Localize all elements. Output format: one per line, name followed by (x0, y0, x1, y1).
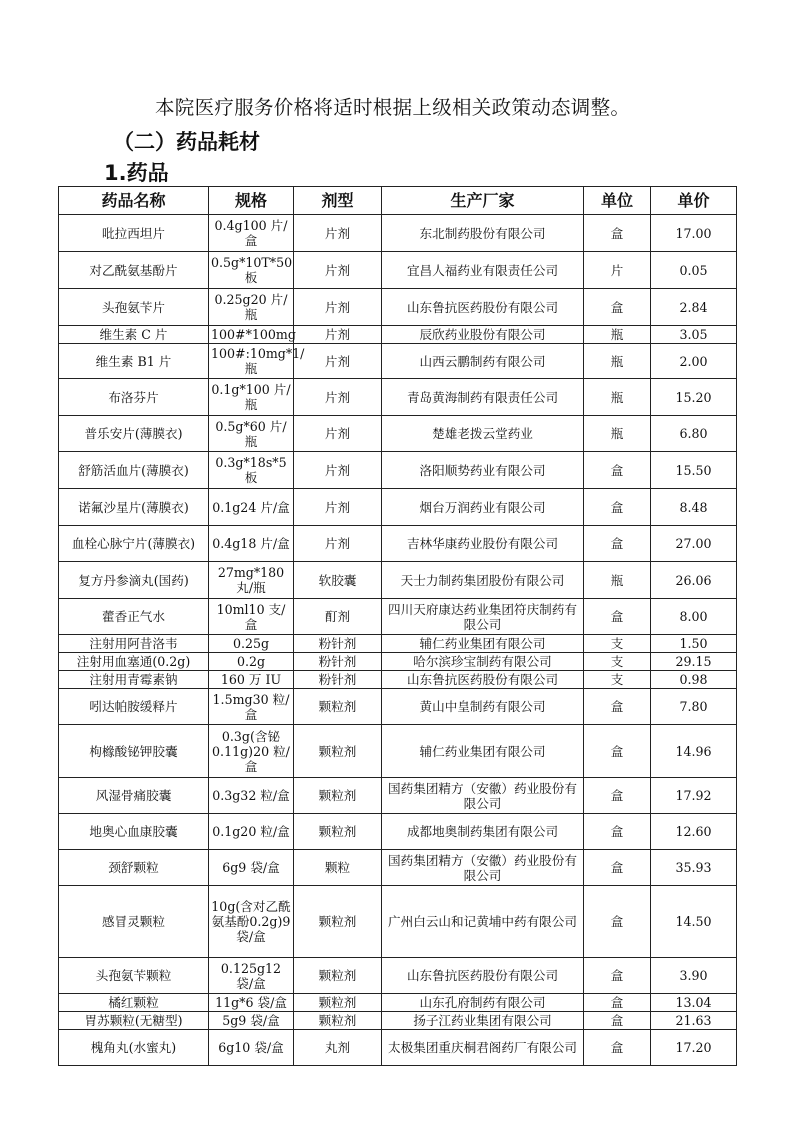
drug-unit: 盒 (584, 289, 651, 326)
drug-unit: 盒 (584, 526, 651, 562)
header-price: 单价 (651, 187, 737, 215)
drug-name: 注射用血塞通(0.2g) (59, 653, 209, 671)
drug-price: 29.15 (651, 653, 737, 671)
drug-price: 3.05 (651, 326, 737, 344)
drug-spec: 10g(含对乙酰氨基酚0.2g)9 袋/盒 (209, 886, 294, 958)
table-row (59, 599, 737, 635)
table-row (59, 344, 737, 379)
drug-dosage-form: 片剂 (294, 526, 382, 562)
drug-name: 注射用青霉素钠 (59, 671, 209, 689)
drug-dosage-form: 粉针剂 (294, 635, 382, 653)
table-row (59, 489, 737, 526)
drug-dosage-form: 片剂 (294, 252, 382, 289)
drug-manufacturer: 广州白云山和记黄埔中药有限公司 (382, 886, 584, 958)
drug-price: 1.50 (651, 635, 737, 653)
drug-name: 感冒灵颗粒 (59, 886, 209, 958)
drug-unit: 盒 (584, 215, 651, 252)
table-row (59, 689, 737, 725)
drug-price: 12.60 (651, 814, 737, 850)
drug-name: 吲达帕胺缓释片 (59, 689, 209, 725)
table-row (59, 452, 737, 489)
drug-dosage-form: 软胶囊 (294, 562, 382, 599)
drug-name: 血栓心脉宁片(薄膜衣) (59, 526, 209, 562)
drug-dosage-form: 片剂 (294, 326, 382, 344)
drug-price: 35.93 (651, 850, 737, 886)
drug-dosage-form: 颗粒剂 (294, 958, 382, 994)
drug-price-table (58, 186, 737, 1066)
drug-manufacturer: 东北制药股份有限公司 (382, 215, 584, 252)
drug-name: 橘红颗粒 (59, 994, 209, 1012)
drug-spec: 0.1g20 粒/盒 (209, 814, 294, 850)
drug-spec: 0.25g (209, 635, 294, 653)
drug-manufacturer: 天士力制药集团股份有限公司 (382, 562, 584, 599)
drug-unit: 瓶 (584, 379, 651, 416)
table-row (59, 1030, 737, 1066)
drug-spec: 0.2g (209, 653, 294, 671)
drug-manufacturer: 山东孔府制药有限公司 (382, 994, 584, 1012)
table-row (59, 215, 737, 252)
drug-name: 风湿骨痛胶囊 (59, 778, 209, 814)
drug-unit: 盒 (584, 452, 651, 489)
drug-unit: 盒 (584, 886, 651, 958)
drug-spec: 0.3g(含铋0.11g)20 粒/盒 (209, 725, 294, 778)
header-spec: 规格 (209, 187, 294, 215)
drug-price: 13.04 (651, 994, 737, 1012)
drug-price: 17.20 (651, 1030, 737, 1066)
drug-unit: 瓶 (584, 562, 651, 599)
table-header-row (59, 187, 737, 215)
drug-manufacturer: 青岛黄海制药有限责任公司 (382, 379, 584, 416)
drug-dosage-form: 颗粒剂 (294, 886, 382, 958)
drug-spec: 0.5g*60 片/瓶 (209, 416, 294, 452)
drug-manufacturer: 成都地奥制药集团有限公司 (382, 814, 584, 850)
drug-manufacturer: 山东鲁抗医药股份有限公司 (382, 289, 584, 326)
drug-dosage-form: 颗粒剂 (294, 725, 382, 778)
drug-name: 地奥心血康胶囊 (59, 814, 209, 850)
drug-name: 吡拉西坦片 (59, 215, 209, 252)
drug-dosage-form: 片剂 (294, 379, 382, 416)
drug-price: 8.48 (651, 489, 737, 526)
drug-dosage-form: 颗粒剂 (294, 814, 382, 850)
drug-dosage-form: 颗粒剂 (294, 1012, 382, 1030)
drug-price: 8.00 (651, 599, 737, 635)
drug-unit: 盒 (584, 489, 651, 526)
drug-dosage-form: 丸剂 (294, 1030, 382, 1066)
table-row (59, 379, 737, 416)
table-row (59, 850, 737, 886)
drug-manufacturer: 黄山中皇制药有限公司 (382, 689, 584, 725)
drug-manufacturer: 太极集团重庆桐君阁药厂有限公司 (382, 1030, 584, 1066)
drug-price: 21.63 (651, 1012, 737, 1030)
drug-unit: 盒 (584, 1012, 651, 1030)
drug-spec: 100#*100mg (209, 326, 294, 344)
drug-price: 2.84 (651, 289, 737, 326)
drug-name: 维生素 C 片 (59, 326, 209, 344)
table-row (59, 653, 737, 671)
table-row (59, 252, 737, 289)
table-row (59, 994, 737, 1012)
drug-name: 对乙酰氨基酚片 (59, 252, 209, 289)
drug-price: 15.20 (651, 379, 737, 416)
table-body (59, 215, 737, 1066)
drug-name: 头孢氨苄片 (59, 289, 209, 326)
table-row (59, 562, 737, 599)
drug-unit: 片 (584, 252, 651, 289)
drug-dosage-form: 颗粒 (294, 850, 382, 886)
drug-dosage-form: 颗粒剂 (294, 778, 382, 814)
drug-spec: 5g9 袋/盒 (209, 1012, 294, 1030)
drug-spec: 0.125g12 袋/盒 (209, 958, 294, 994)
header-dosage-form: 剂型 (294, 187, 382, 215)
drug-spec: 0.3g*18s*5板 (209, 452, 294, 489)
drug-dosage-form: 片剂 (294, 416, 382, 452)
drug-spec: 160 万 IU (209, 671, 294, 689)
drug-manufacturer: 哈尔滨珍宝制药有限公司 (382, 653, 584, 671)
intro-paragraph: 本院医疗服务价格将适时根据上级相关政策动态调整。 (155, 96, 631, 119)
drug-unit: 瓶 (584, 416, 651, 452)
drug-dosage-form: 颗粒剂 (294, 689, 382, 725)
drug-unit: 支 (584, 653, 651, 671)
drug-dosage-form: 片剂 (294, 215, 382, 252)
table-row (59, 635, 737, 653)
drug-spec: 0.5g*10T*50 板 (209, 252, 294, 289)
drug-manufacturer: 扬子江药业集团有限公司 (382, 1012, 584, 1030)
drug-price: 2.00 (651, 344, 737, 379)
drug-spec: 6g9 袋/盒 (209, 850, 294, 886)
table-row (59, 725, 737, 778)
drug-unit: 瓶 (584, 326, 651, 344)
header-drug-name: 药品名称 (59, 187, 209, 215)
table-row (59, 416, 737, 452)
subsection-heading: 1.药品 (104, 161, 169, 185)
drug-spec: 0.4g100 片/盒 (209, 215, 294, 252)
drug-dosage-form: 片剂 (294, 452, 382, 489)
table-row (59, 958, 737, 994)
drug-unit: 盒 (584, 599, 651, 635)
drug-price: 17.00 (651, 215, 737, 252)
drug-manufacturer: 宜昌人福药业有限责任公司 (382, 252, 584, 289)
drug-spec: 11g*6 袋/盒 (209, 994, 294, 1012)
drug-spec: 0.4g18 片/盒 (209, 526, 294, 562)
drug-manufacturer: 吉林华康药业股份有限公司 (382, 526, 584, 562)
drug-unit: 盒 (584, 689, 651, 725)
drug-unit: 盒 (584, 778, 651, 814)
drug-spec: 0.1g24 片/盒 (209, 489, 294, 526)
drug-name: 普乐安片(薄膜衣) (59, 416, 209, 452)
drug-unit: 盒 (584, 1030, 651, 1066)
drug-unit: 盒 (584, 725, 651, 778)
drug-price: 27.00 (651, 526, 737, 562)
drug-spec: 10ml10 支/盒 (209, 599, 294, 635)
drug-dosage-form: 片剂 (294, 344, 382, 379)
drug-name: 诺氟沙星片(薄膜衣) (59, 489, 209, 526)
drug-unit: 支 (584, 635, 651, 653)
drug-name: 胃苏颗粒(无糖型) (59, 1012, 209, 1030)
drug-price: 17.92 (651, 778, 737, 814)
drug-price: 6.80 (651, 416, 737, 452)
drug-unit: 盒 (584, 994, 651, 1012)
drug-unit: 支 (584, 671, 651, 689)
drug-manufacturer: 国药集团精方（安徽）药业股份有限公司 (382, 778, 584, 814)
table-row (59, 1012, 737, 1030)
drug-price: 0.05 (651, 252, 737, 289)
drug-manufacturer: 烟台万润药业有限公司 (382, 489, 584, 526)
section-heading: （二）药品耗材 (113, 130, 260, 154)
drug-spec: 0.3g32 粒/盒 (209, 778, 294, 814)
drug-manufacturer: 山东鲁抗医药股份有限公司 (382, 671, 584, 689)
drug-manufacturer: 洛阳顺势药业有限公司 (382, 452, 584, 489)
drug-manufacturer: 山西云鹏制药有限公司 (382, 344, 584, 379)
drug-spec: 27mg*180 丸/瓶 (209, 562, 294, 599)
drug-price: 26.06 (651, 562, 737, 599)
drug-unit: 盒 (584, 850, 651, 886)
drug-manufacturer: 山东鲁抗医药股份有限公司 (382, 958, 584, 994)
drug-manufacturer: 辰欣药业股份有限公司 (382, 326, 584, 344)
drug-name: 布洛芬片 (59, 379, 209, 416)
table-row (59, 526, 737, 562)
table-row (59, 671, 737, 689)
table-row (59, 814, 737, 850)
drug-price: 7.80 (651, 689, 737, 725)
drug-dosage-form: 片剂 (294, 289, 382, 326)
drug-unit: 瓶 (584, 344, 651, 379)
drug-price: 14.50 (651, 886, 737, 958)
drug-spec: 0.25g20 片/瓶 (209, 289, 294, 326)
table-row (59, 778, 737, 814)
drug-name: 枸橼酸铋钾胶囊 (59, 725, 209, 778)
drug-manufacturer: 国药集团精方（安徽）药业股份有限公司 (382, 850, 584, 886)
header-manufacturer: 生产厂家 (382, 187, 584, 215)
drug-name: 槐角丸(水蜜丸) (59, 1030, 209, 1066)
drug-spec: 1.5mg30 粒/盒 (209, 689, 294, 725)
drug-name: 颈舒颗粒 (59, 850, 209, 886)
drug-manufacturer: 楚雄老拨云堂药业 (382, 416, 584, 452)
drug-name: 复方丹参滴丸(国药) (59, 562, 209, 599)
drug-price: 3.90 (651, 958, 737, 994)
drug-price: 14.96 (651, 725, 737, 778)
drug-name: 舒筋活血片(薄膜衣) (59, 452, 209, 489)
drug-name: 藿香正气水 (59, 599, 209, 635)
drug-spec: 100#:10mg*1/瓶 (209, 344, 294, 379)
drug-manufacturer: 四川天府康达药业集团符庆制药有限公司 (382, 599, 584, 635)
drug-unit: 盒 (584, 958, 651, 994)
drug-dosage-form: 粉针剂 (294, 653, 382, 671)
drug-name: 头孢氨苄颗粒 (59, 958, 209, 994)
drug-manufacturer: 辅仁药业集团有限公司 (382, 635, 584, 653)
drug-price: 0.98 (651, 671, 737, 689)
drug-price: 15.50 (651, 452, 737, 489)
drug-spec: 6g10 袋/盒 (209, 1030, 294, 1066)
drug-manufacturer: 辅仁药业集团有限公司 (382, 725, 584, 778)
table-row (59, 326, 737, 344)
drug-name: 注射用阿昔洛韦 (59, 635, 209, 653)
drug-dosage-form: 颗粒剂 (294, 994, 382, 1012)
table-row (59, 289, 737, 326)
drug-name: 维生素 B1 片 (59, 344, 209, 379)
drug-spec: 0.1g*100 片/瓶 (209, 379, 294, 416)
table-row (59, 886, 737, 958)
header-unit: 单位 (584, 187, 651, 215)
drug-dosage-form: 酊剂 (294, 599, 382, 635)
drug-unit: 盒 (584, 814, 651, 850)
drug-dosage-form: 粉针剂 (294, 671, 382, 689)
drug-dosage-form: 片剂 (294, 489, 382, 526)
